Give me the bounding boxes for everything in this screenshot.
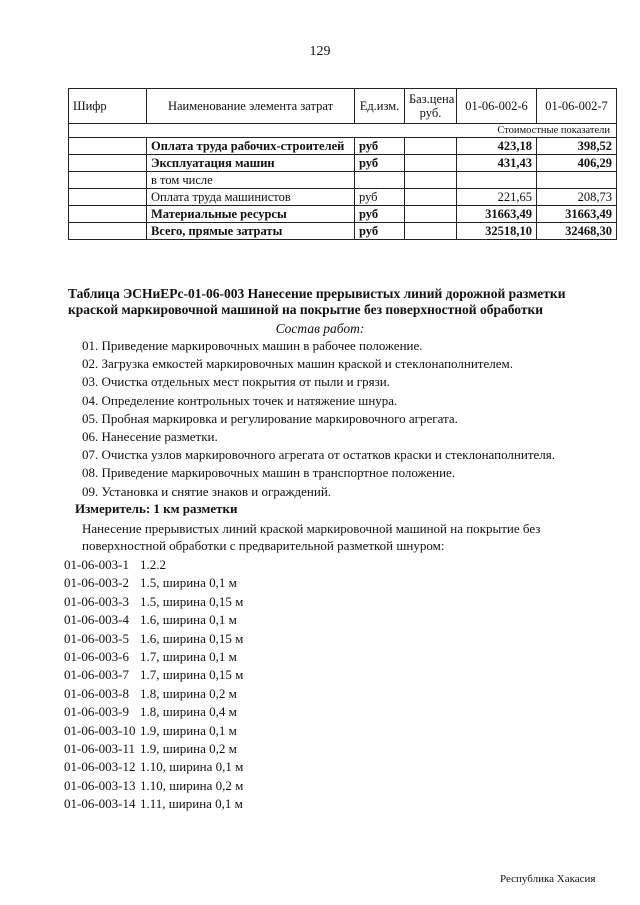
cell-name: Оплата труда рабочих-строителей — [147, 138, 355, 155]
code-text: 1.5, ширина 0,1 м — [140, 575, 237, 591]
code-item — [64, 630, 243, 648]
works-subtitle: Состав работ: — [275, 321, 365, 336]
list-item: 02. Загрузка емкостей маркировочных машин краской и стеклонаполнителем. — [82, 356, 513, 372]
cell-unit: руб — [355, 206, 405, 223]
code-item — [64, 648, 243, 666]
list-item: 06. Нанесение разметки. — [82, 429, 218, 445]
header-unit: Ед.изм. — [355, 89, 405, 124]
cell-name: Оплата труда машинистов — [147, 189, 355, 206]
code-number: 01-06-003-7 — [64, 667, 129, 683]
cell-base-price — [405, 155, 457, 172]
code-text: 1.11, ширина 0,1 м — [140, 796, 243, 812]
cell-unit — [355, 172, 405, 189]
code-number: 01-06-003-4 — [64, 612, 129, 628]
code-text: 1.10, ширина 0,1 м — [140, 759, 244, 775]
code-item — [64, 722, 243, 740]
code-number: 01-06-003-6 — [64, 649, 129, 665]
table-row — [69, 189, 617, 206]
code-item — [64, 593, 243, 611]
footer-region: Республика Хакасия — [500, 873, 596, 885]
code-item — [64, 574, 243, 592]
code-text: 1.9, ширина 0,1 м — [140, 722, 237, 738]
code-item — [64, 777, 243, 795]
codes-list — [64, 556, 243, 814]
header-col-1: 01-06-002-6 — [457, 89, 537, 124]
code-number: 01-06-003-1 — [64, 557, 129, 572]
cell-base-price — [405, 206, 457, 223]
code-text: 1.9, ширина 0,2 м — [140, 741, 237, 757]
header-name: Наименование элемента затрат — [147, 89, 355, 124]
code-text: 1.7, ширина 0,1 м — [140, 649, 237, 665]
cell-value-1 — [457, 172, 537, 189]
cell-unit: руб — [355, 138, 405, 155]
code-number: 01-06-003-9 — [64, 704, 129, 720]
list-item: 09. Установка и снятие знаков и ограждений. — [82, 483, 332, 499]
header-code: Шифр — [69, 89, 147, 124]
code-text: 1.7, ширина 0,15 м — [140, 667, 244, 683]
cell-code — [69, 155, 147, 172]
code-item — [64, 611, 243, 629]
code-item — [64, 758, 243, 776]
code-item — [64, 795, 243, 813]
header-col-2: 01-06-002-7 — [537, 89, 617, 124]
cell-code — [69, 172, 147, 189]
cell-name: в том числе — [147, 172, 355, 189]
code-number: 01-06-003-3 — [64, 593, 129, 609]
code-item — [64, 556, 243, 574]
table-row — [69, 206, 617, 223]
table-header-row — [69, 89, 617, 124]
code-text: 1.8, ширина 0,2 м — [140, 685, 237, 701]
table-subheader-row — [69, 124, 617, 138]
header-base-price: Баз.цена руб. — [405, 89, 457, 124]
cell-unit: руб — [355, 189, 405, 206]
cost-table — [68, 88, 617, 240]
code-text: 1.6, ширина 0,1 м — [140, 612, 237, 628]
cell-value-2: 406,29 — [537, 155, 617, 172]
table-row — [69, 223, 617, 240]
code-number: 01-06-003-5 — [64, 630, 129, 646]
code-number: 01-06-003-11 — [64, 741, 136, 757]
code-number: 01-06-003-8 — [64, 685, 129, 701]
table-row — [69, 138, 617, 155]
cell-name: Эксплуатация машин — [147, 155, 355, 172]
table-heading: Таблица ЭСНиЕРс-01-06-003 Нанесение прерывистых линий дорожной разметки краской маркировочной машиной на покрытие без поверхностной обработки — [68, 286, 566, 317]
cell-value-1: 31663,49 — [457, 206, 537, 223]
code-text: 1.2.2 — [140, 557, 166, 572]
list-item: 07. Очистка узлов маркировочного агрегата от остатков краски и стеклонаполнителя. — [82, 447, 556, 463]
cell-value-2: 32468,30 — [537, 223, 617, 240]
code-number: 01-06-003-14 — [64, 796, 136, 812]
cell-value-2 — [537, 172, 617, 189]
cell-code — [69, 223, 147, 240]
code-item — [64, 685, 243, 703]
code-text: 1.6, ширина 0,15 м — [140, 630, 244, 646]
table-row — [69, 155, 617, 172]
cell-value-1: 32518,10 — [457, 223, 537, 240]
code-item — [64, 666, 243, 684]
cell-value-2: 208,73 — [537, 189, 617, 206]
cell-value-1: 431,43 — [457, 155, 537, 172]
cell-value-2: 398,52 — [537, 138, 617, 155]
list-item: 03. Очистка отдельных мест покрытия от пыли и грязи. — [82, 374, 390, 390]
cell-base-price — [405, 172, 457, 189]
list-item: 08. Приведение маркировочных машин в транспортное положение. — [82, 465, 456, 481]
cell-code — [69, 206, 147, 223]
cell-value-2: 31663,49 — [537, 206, 617, 223]
code-number: 01-06-003-10 — [64, 722, 136, 738]
code-item — [64, 740, 243, 758]
cell-unit: руб — [355, 155, 405, 172]
code-text: 1.10, ширина 0,2 м — [140, 777, 244, 793]
cell-code — [69, 189, 147, 206]
code-text: 1.8, ширина 0,4 м — [140, 704, 237, 720]
code-item — [64, 703, 243, 721]
cell-name: Всего, прямые затраты — [147, 223, 355, 240]
code-number: 01-06-003-13 — [64, 777, 136, 793]
cell-code — [69, 138, 147, 155]
subheader-label: Стоимостные показатели — [69, 124, 617, 138]
cell-value-1: 221,65 — [457, 189, 537, 206]
cell-base-price — [405, 189, 457, 206]
code-text: 1.5, ширина 0,15 м — [140, 593, 244, 609]
works-list — [82, 337, 622, 501]
code-number: 01-06-003-12 — [64, 759, 136, 775]
list-item: 01. Приведение маркировочных машин в рабочее положение. — [82, 338, 423, 353]
cell-name: Материальные ресурсы — [147, 206, 355, 223]
cell-base-price — [405, 138, 457, 155]
table-row — [69, 172, 617, 189]
list-item: 04. Определение контрольных точек и натяжение шнура. — [82, 392, 398, 408]
cell-value-1: 423,18 — [457, 138, 537, 155]
code-number: 01-06-003-2 — [64, 575, 129, 591]
list-item: 05. Пробная маркировка и регулирование маркировочного агрегата. — [82, 410, 458, 426]
cell-unit: руб — [355, 223, 405, 240]
cell-base-price — [405, 223, 457, 240]
page-number: 129 — [309, 44, 331, 59]
description: Нанесение прерывистых линий краской маркировочной машиной на покрытие без поверхностной обработки с предварительной разметкой шнуром: — [82, 521, 541, 553]
measure-unit: Измеритель: 1 км разметки — [75, 501, 238, 516]
